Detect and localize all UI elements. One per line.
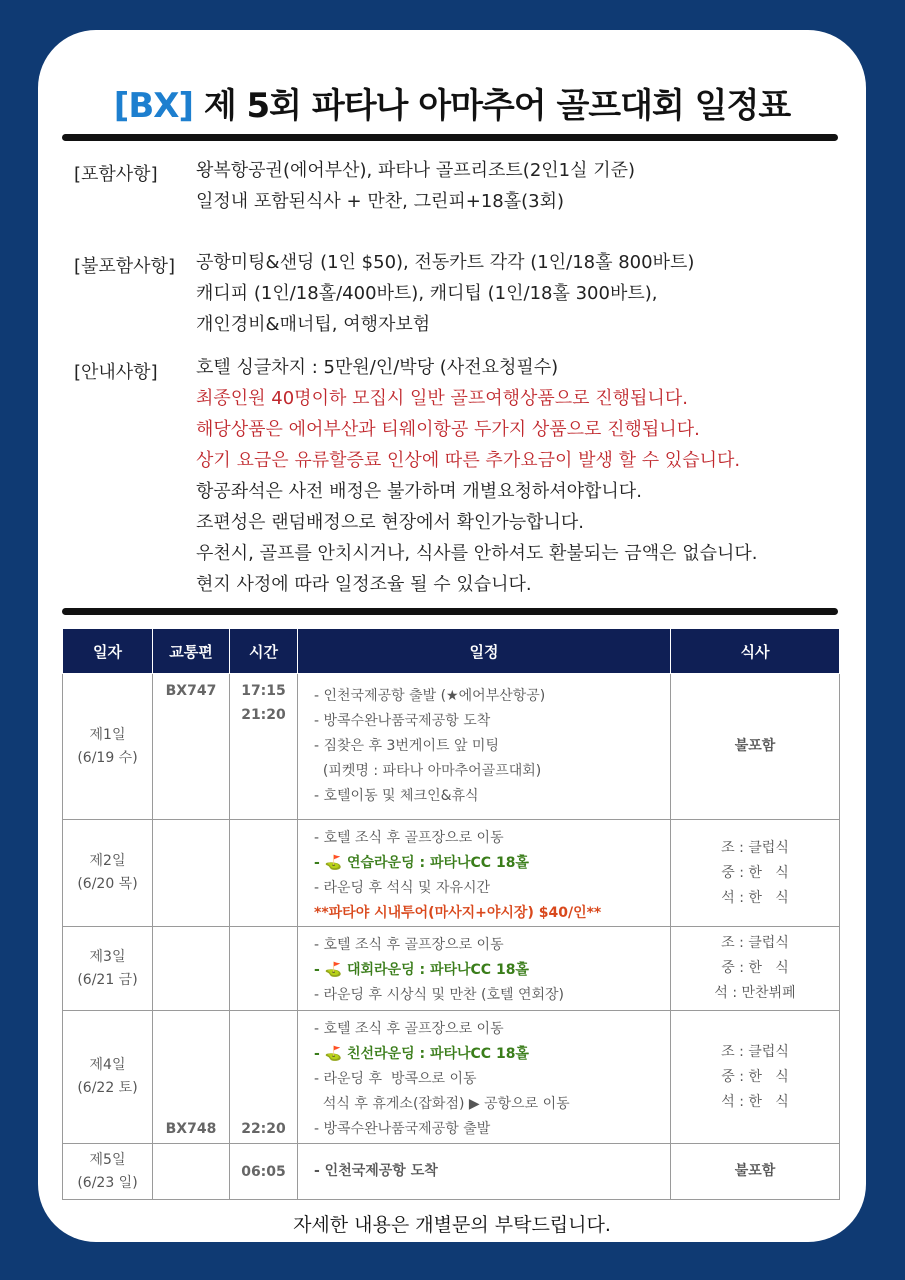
meal-lunch: 중 : 한 식	[721, 864, 789, 881]
header-flight: 교통편	[153, 629, 230, 674]
notice-line: 항공좌석은 사전 배정은 불가하며 개별요청하셔야합니다.	[196, 481, 642, 502]
day-cell	[63, 1144, 153, 1200]
notice-line: 우천시, 골프를 안치시거나, 식사를 안하셔도 환불되는 금액은 없습니다.	[196, 543, 758, 564]
included-label: [포함사항]	[74, 164, 158, 185]
meal-dinner: 석 : 한 식	[721, 889, 789, 906]
time-cell	[230, 674, 298, 820]
itinerary-card	[38, 30, 866, 1242]
notice-warning-line: 상기 요금은 유류할증료 인상에 따른 추가요금이 발생 할 수 있습니다.	[196, 450, 741, 471]
excluded-line: 공항미팅&샌딩 (1인 $50), 전동카트 각각 (1인/18홀 800바트)	[196, 252, 695, 273]
time-cell	[230, 820, 298, 927]
time-value: 22:20	[241, 1121, 286, 1137]
schedule-item: - 호텔 조식 후 골프장으로 이동	[314, 937, 504, 953]
included-line: 왕복항공권(에어부산), 파타나 골프리조트(2인1실 기준)	[196, 160, 636, 181]
table-row	[63, 1144, 840, 1200]
optional-tour-item: **파타야 시내투어(마사지+야시장) $40/인**	[314, 905, 602, 921]
meal-not-included: 불포함	[734, 1163, 776, 1179]
header-day: 일자	[63, 629, 153, 674]
page-title	[38, 78, 866, 127]
meal-cell	[671, 674, 840, 820]
header-meal: 식사	[671, 629, 840, 674]
excluded-line: 캐디피 (1인/18홀/400바트), 캐디팁 (1인/18홀 300바트),	[196, 283, 658, 304]
day-date: (6/20 목)	[77, 876, 138, 892]
notice-warning-line: 해당상품은 에어부산과 티웨이항공 두가지 상품으로 진행됩니다.	[196, 419, 700, 440]
footer-note: 자세한 내용은 개별문의 부탁드립니다.	[293, 1214, 611, 1236]
excluded-lines	[196, 247, 694, 340]
schedule-cell	[298, 674, 671, 820]
schedule-item: - 라운딩 후 방콕으로 이동	[314, 1071, 477, 1087]
schedule-item: - 호텔 조식 후 골프장으로 이동	[314, 830, 504, 846]
header-time: 시간	[230, 629, 298, 674]
flight-number: BX748	[165, 1121, 217, 1137]
day-date: (6/22 토)	[77, 1080, 138, 1096]
meal-not-included: 불포함	[734, 738, 776, 754]
excluded-line: 개인경비&매너팁, 여행자보험	[196, 314, 431, 335]
excluded-label: [불포함사항]	[74, 256, 175, 277]
schedule-cell	[298, 1144, 671, 1200]
meal-lunch: 중 : 한 식	[721, 1068, 789, 1085]
schedule-cell	[298, 1011, 671, 1144]
flight-cell	[153, 927, 230, 1011]
day-label: 제1일	[89, 726, 126, 743]
meal-dinner: 석 : 만찬뷔페	[714, 985, 796, 1001]
time-value: 21:20	[241, 707, 286, 723]
day-label: 제4일	[89, 1057, 126, 1073]
time-cell	[230, 1144, 298, 1200]
table-row	[63, 927, 840, 1011]
day-cell	[63, 674, 153, 820]
meal-breakfast: 조 : 클럽식	[721, 935, 789, 951]
flight-cell	[153, 820, 230, 927]
schedule-item: - 방콕수완나품국제공항 출발	[314, 1121, 491, 1137]
meal-breakfast: 조 : 클럽식	[721, 839, 789, 856]
golf-round-item: - ⛳ 연습라운딩 : 파타나CC 18홀	[314, 855, 529, 871]
table-header-row	[63, 629, 840, 674]
flight-cell	[153, 1011, 230, 1144]
meal-dinner: 석 : 한 식	[721, 1093, 789, 1110]
day-date: (6/19 수)	[77, 749, 138, 766]
schedule-item: - 라운딩 후 석식 및 자유시간	[314, 880, 491, 896]
schedule-item: 석식 후 휴게소(잡화점) ▶ 공항으로 이동	[314, 1096, 570, 1112]
schedule-item: - 인천국제공항 도착	[314, 1163, 438, 1179]
day-label: 제2일	[89, 853, 126, 869]
schedule-item: - 호텔이동 및 체크인&휴식	[314, 788, 479, 804]
meal-cell	[671, 927, 840, 1011]
table-row	[63, 1011, 840, 1144]
schedule-cell	[298, 820, 671, 927]
day-cell	[63, 1011, 153, 1144]
time-cell	[230, 1011, 298, 1144]
schedule-table	[62, 628, 840, 1200]
schedule-item: - 호텔 조식 후 골프장으로 이동	[314, 1021, 504, 1037]
day-date: (6/23 일)	[77, 1174, 138, 1191]
schedule-item: (피켓명 : 파타나 아마추어골프대회)	[314, 763, 542, 779]
bx-logo: [BX]	[113, 86, 193, 126]
table-row	[63, 674, 840, 820]
golf-round-item: - ⛳ 친선라운딩 : 파타나CC 18홀	[314, 1046, 529, 1062]
day-date: (6/21 금)	[77, 971, 138, 988]
day-cell	[63, 927, 153, 1011]
meal-cell	[671, 1011, 840, 1144]
notice-line: 조편성은 랜덤배정으로 현장에서 확인가능합니다.	[196, 512, 585, 533]
meal-cell	[671, 820, 840, 927]
time-value: 06:05	[241, 1163, 286, 1180]
notice-lines	[196, 352, 757, 600]
included-lines	[196, 155, 635, 217]
top-divider	[62, 134, 838, 141]
meal-lunch: 중 : 한 식	[721, 960, 789, 976]
meal-cell	[671, 1144, 840, 1200]
notice-line: 호텔 싱글차지 : 5만원/인/박당 (사전요청필수)	[196, 357, 559, 378]
meal-breakfast: 조 : 클럽식	[721, 1043, 789, 1060]
table-row	[63, 820, 840, 927]
schedule-item: - 방콕수완나품국제공항 도착	[314, 713, 491, 729]
flight-cell	[153, 1144, 230, 1200]
schedule-item: - 라운딩 후 시상식 및 만찬 (호텔 연회장)	[314, 987, 564, 1003]
notice-line: 현지 사정에 따라 일정조율 될 수 있습니다.	[196, 574, 532, 595]
day-label: 제3일	[89, 948, 126, 965]
day-label: 제5일	[89, 1151, 126, 1168]
schedule-item: - 인천국제공항 출발 (★에어부산항공)	[314, 688, 546, 704]
title-text: 제 5회 파타나 아마추어 골프대회 일정표	[203, 86, 791, 126]
schedule-cell	[298, 927, 671, 1011]
bottom-divider	[62, 608, 838, 615]
schedule-item: - 짐찾은 후 3번게이트 앞 미팅	[314, 738, 499, 754]
included-line: 일정내 포함된식사 + 만찬, 그린피+18홀(3회)	[196, 191, 564, 212]
day-cell	[63, 820, 153, 927]
notice-warning-line: 최종인원 40명이하 모집시 일반 골프여행상품으로 진행됩니다.	[196, 388, 688, 409]
golf-round-item: - ⛳ 대회라운딩 : 파타나CC 18홀	[314, 962, 529, 978]
flight-cell	[153, 674, 230, 820]
time-cell	[230, 927, 298, 1011]
flight-number: BX747	[165, 683, 217, 699]
header-schedule: 일정	[298, 629, 671, 674]
notice-label: [안내사항]	[74, 362, 158, 383]
time-value: 17:15	[241, 683, 286, 699]
